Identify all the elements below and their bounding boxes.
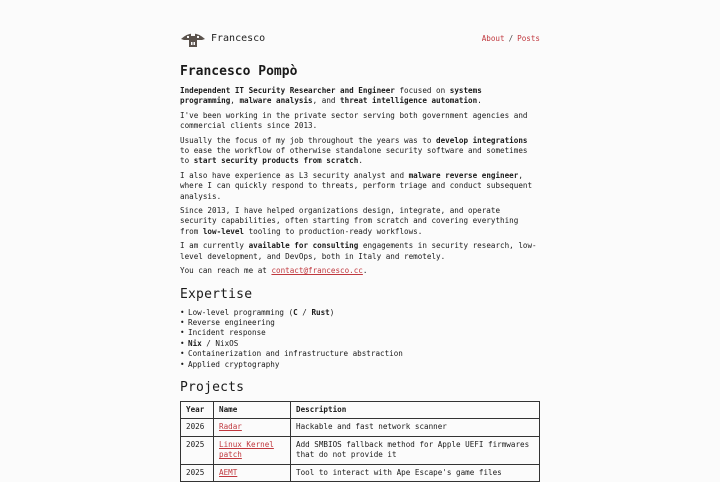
emphasis: start security products from scratch <box>193 156 359 166</box>
text: focused on <box>394 86 450 95</box>
emphasis: Nix <box>188 338 202 348</box>
list-item: • Incident response <box>188 328 540 338</box>
brand[interactable] <box>180 29 265 49</box>
emphasis: available for consulting <box>248 241 359 251</box>
text: . <box>362 266 368 276</box>
emphasis: develop integrations <box>436 135 528 145</box>
table-row <box>181 419 540 436</box>
project-link[interactable]: Radar <box>219 422 242 432</box>
expertise-heading: Expertise <box>180 286 253 302</box>
text: / <box>297 307 312 317</box>
list-item: • Reverse engineering <box>188 318 540 328</box>
text: engagements in security research, low-level development, and DevOps, both in Italy and remotely. <box>180 241 537 261</box>
project-year: 2025 <box>181 436 214 464</box>
projects-heading: Projects <box>180 379 245 395</box>
role-text: Independent IT Security Researcher and Engineer <box>180 86 395 95</box>
mushroom-logo-icon <box>180 29 206 49</box>
top-nav <box>482 34 540 44</box>
project-link[interactable]: AEMT <box>219 467 238 477</box>
text: to ease the workflow of otherwise standalone security software and sometimes to <box>180 146 528 166</box>
contact-email-link[interactable]: contact@francesco.cc <box>271 266 363 276</box>
expertise-list <box>180 308 540 370</box>
project-name-cell <box>214 464 291 481</box>
focus-text: threat intelligence automation <box>340 96 478 106</box>
nav-about-link[interactable]: About <box>481 33 505 43</box>
project-name-cell <box>214 436 291 464</box>
text: / NixOS <box>201 338 239 348</box>
emphasis: C <box>293 307 298 317</box>
intro-paragraph-4 <box>180 171 540 202</box>
list-item: • Containerization and infrastructure abstraction <box>188 349 540 359</box>
text: I also have experience as L3 security analyst and <box>180 170 409 180</box>
site-header <box>180 24 540 54</box>
column-header-description: Description <box>291 401 540 418</box>
text: , where I can quickly respond to threats, perform triage and conduct subsequent analysis. <box>180 170 533 201</box>
table-row <box>181 464 540 481</box>
text: . <box>358 156 363 166</box>
emphasis: low-level <box>202 226 245 236</box>
table-row <box>181 436 540 464</box>
text: Usually the focus of my job throughout the years was to <box>180 135 437 145</box>
text: tooling to production-ready workflows. <box>244 226 423 236</box>
text: , and <box>312 96 341 106</box>
text: I am currently <box>180 241 249 251</box>
project-link[interactable]: Linux Kernel patch <box>219 439 274 460</box>
text: , <box>230 96 240 106</box>
intro-paragraph-6 <box>180 241 540 262</box>
text: You can reach me at <box>180 266 272 276</box>
project-description: Hackable and fast network scanner <box>291 419 540 436</box>
site-name[interactable]: Francesco <box>211 32 266 44</box>
table-header-row <box>181 401 540 418</box>
column-header-year: Year <box>181 401 214 418</box>
projects-table <box>180 401 540 482</box>
column-header-name: Name <box>214 401 291 418</box>
intro-paragraph-3 <box>180 136 540 167</box>
page <box>180 24 540 482</box>
nav-separator: / <box>508 33 514 43</box>
nav-posts-link[interactable]: Posts <box>517 33 540 43</box>
project-name-cell <box>214 419 291 436</box>
project-year: 2026 <box>181 419 214 436</box>
list-item <box>188 339 540 349</box>
text: Since 2013, I have helped organizations design, integrate, and operate security capabilities, often starting from scratch and covering everything from <box>180 206 519 236</box>
list-item <box>188 308 540 318</box>
emphasis: malware reverse engineer <box>408 170 519 180</box>
text: . <box>477 96 482 106</box>
intro-paragraph-1 <box>180 86 540 107</box>
intro-paragraph-7 <box>180 266 540 276</box>
text: ) <box>329 307 335 317</box>
focus-text: malware analysis <box>239 96 313 106</box>
intro-paragraph-5 <box>180 206 540 237</box>
emphasis: Rust <box>311 307 330 317</box>
list-item: • Applied cryptography <box>188 360 540 370</box>
page-title: Francesco Pompò <box>180 64 298 79</box>
project-description: Tool to interact with Ape Escape's game files <box>291 464 540 481</box>
focus-text: systems programming <box>180 86 482 106</box>
project-description: Add SMBIOS fallback method for Apple UEFI firmwares that do not provide it <box>291 436 540 464</box>
text: Low-level programming ( <box>188 307 294 317</box>
project-year: 2025 <box>181 464 214 481</box>
intro-paragraph-2: I've been working in the private sector serving both government agencies and commercial clients since 2013. <box>180 110 528 131</box>
